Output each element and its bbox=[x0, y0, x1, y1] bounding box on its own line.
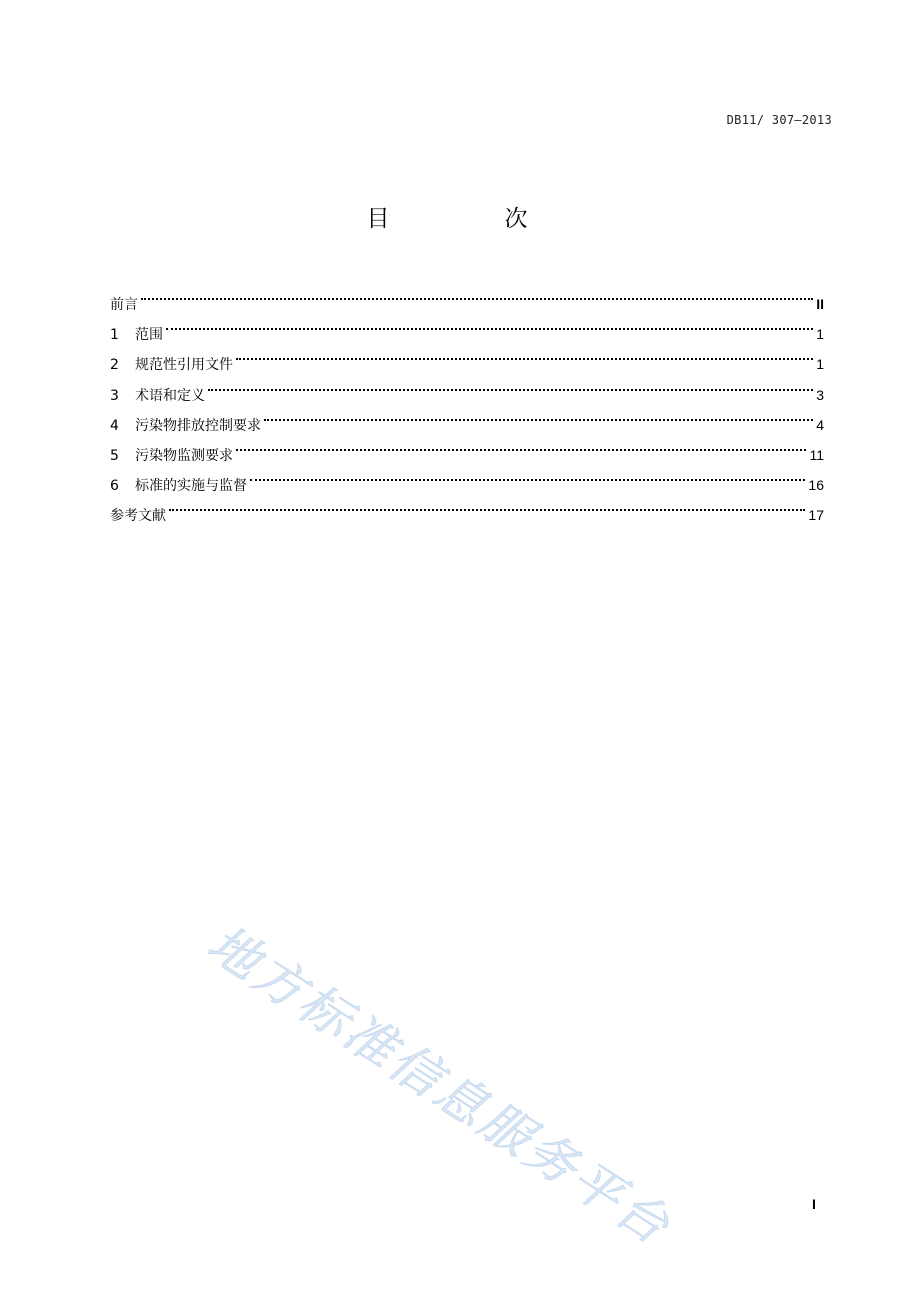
toc-leader-dots bbox=[141, 279, 813, 309]
toc-leader-dots bbox=[166, 309, 813, 339]
document-code: DB11/ 307—2013 bbox=[726, 113, 832, 127]
toc-entry-number: 6 bbox=[110, 478, 119, 495]
toc-entry-text: 规范性引用文件 bbox=[135, 357, 233, 374]
toc-entry-page: 3 bbox=[816, 386, 824, 403]
toc-entry-text: 污染物监测要求 bbox=[135, 447, 233, 464]
toc-leader-dots bbox=[264, 400, 813, 430]
watermark: 地方标准信息服务平台 bbox=[197, 914, 682, 1257]
toc-entry-number: 3 bbox=[110, 387, 119, 404]
toc-entry-text: 参考文献 bbox=[110, 508, 166, 525]
toc-entry-number: 4 bbox=[110, 417, 119, 434]
toc-entry-page: 17 bbox=[808, 507, 824, 524]
page-title: 目 次 bbox=[366, 206, 574, 232]
toc-entry-bibliography[interactable] bbox=[110, 490, 824, 525]
toc-entry-page: 16 bbox=[808, 477, 824, 494]
toc-entry-number: 2 bbox=[110, 357, 119, 374]
toc-leader-dots bbox=[250, 460, 805, 490]
toc-leader-dots bbox=[208, 370, 813, 400]
toc-leader-dots bbox=[236, 430, 806, 460]
toc-entry-1[interactable] bbox=[110, 309, 824, 344]
toc-entry-number: 1 bbox=[110, 327, 119, 344]
toc-entry-2[interactable] bbox=[110, 339, 824, 374]
toc-entry-text: 标准的实施与监督 bbox=[135, 478, 247, 495]
toc-entry-page: II bbox=[816, 296, 824, 312]
table-of-contents bbox=[110, 279, 824, 525]
page-number: I bbox=[812, 1196, 816, 1212]
toc-entry-page: 4 bbox=[816, 416, 824, 433]
toc-entry-text: 范围 bbox=[135, 327, 163, 344]
toc-entry-text: 前言 bbox=[110, 297, 138, 313]
toc-entry-4[interactable] bbox=[110, 400, 824, 434]
toc-entry-text: 污染物排放控制要求 bbox=[135, 417, 261, 434]
toc-entry-3[interactable] bbox=[110, 370, 824, 404]
toc-entry-number: 5 bbox=[110, 447, 119, 464]
toc-leader-dots bbox=[236, 339, 813, 369]
toc-entry-page: 1 bbox=[816, 326, 824, 343]
toc-entry-page: 11 bbox=[809, 446, 824, 463]
toc-entry-page: 1 bbox=[816, 356, 824, 373]
toc-entry-text: 术语和定义 bbox=[135, 387, 205, 404]
toc-entry-foreword[interactable] bbox=[110, 279, 824, 313]
toc-leader-dots bbox=[169, 490, 805, 520]
